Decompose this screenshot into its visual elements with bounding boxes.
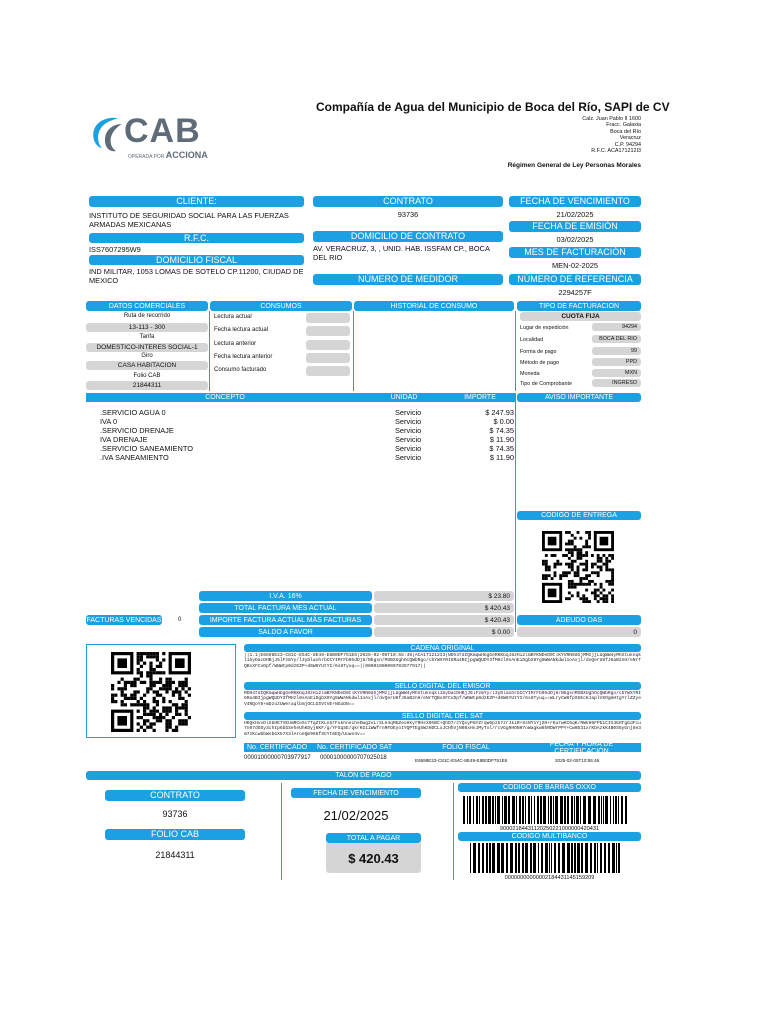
debt-days-value: 0	[517, 627, 641, 637]
concept-unit: Servicio	[395, 426, 422, 435]
divider	[453, 783, 454, 880]
original-chain-header: CADENA ORIGINAL	[244, 644, 641, 652]
original-chain: ||1.1|E6598E23-C81C-E54C-8E49-E8B0DF751E6|2025-02-05T10:55:46|ACA171212I3|NDh4fdIQKmqwHbgGeRKKbqJ8zHi2lmBYKNDeD0tlKYVRN0dGjMMzjjLUgWW4yMhXtuknqkl1byDacDHBjJ6lFzmYy/l3yDlaohrbCCYIMrFb9hdDj8/Nbgsn/MSBXUghOcQWbRgo/cbYWXYRI6Ra4BIjpgWQUDY3fMHzl0sAnEiDgbX9Yg5WWANkdwl1oAxjl/dvQerU8fJ6aB2nH/eNrTQBxXFCvDpf/WNWtp0dzEZP+d6W6YUtYI/6s8Tyuq==||00001000000703977917||	[244, 653, 641, 669]
logo-text: CAB	[124, 112, 201, 150]
debt-days-label: ADEUDO DAS	[517, 615, 641, 625]
sat-seal-header: SELLO DIGITAL DEL SAT	[244, 712, 641, 720]
reference-number: 2294257F	[558, 288, 592, 297]
consumption-row-label: Consumo facturado	[214, 367, 267, 373]
folio-label: Folio CAB	[133, 373, 161, 379]
fiscal-address: IND MILITAR, 1053 LOMAS DE SOTELO CP.11200, CIUDAD DE MEXICO	[89, 267, 304, 285]
consumption-row-value	[306, 326, 350, 336]
sat-seal: HKQkHxvDlXbHE7VEUmRCeSc7fqZtKLnSrFukhneiheDwg2vL/SLe4qMbZeoHkyfRHsX0hBC+QhD7/zYQxyPmYZrqw6pzb7zrJkiR+SsNY1YjSH+rKurwKC6qK/RWkH6FPb1CIX4GHfgGdFcu7n07dOSy3chtp6bbSeheUhKDyj6KF/g/YFSqSE/qkrKG1iWWfrnRFDEyoIYQPTEg5WzHDCLxJCHhVjN08xHnJMyTxl/rcVGg9HONH7oWagkw8hRDWrPPY+Cw0D31xrKDAzkK4B0S5yGnj8e3m7zKcwbbWobGXG7X3lAroeQm966fSCYt6EQ/Uuws4v==	[244, 721, 641, 737]
company-address: Calz. Juan Pablo II 1600 Fracc. Galaxia Boca del Río Veracruz C.P. 94294 R.F.C. ACA171212I3	[582, 116, 641, 155]
consumption-row-label: Lectura anterior	[214, 341, 257, 347]
billing-detail-value: 99	[592, 347, 641, 355]
concept-amount: $ 74.35	[489, 444, 514, 453]
overdue-value: 0	[178, 617, 182, 623]
consumption-row-label: Lectura actual	[214, 314, 252, 320]
company-name: Compañía de Agua del Municipio de Boca del Río, SAPI de CV	[316, 100, 670, 114]
route-label: Ruta de recorrido	[123, 313, 171, 319]
total-label: TOTAL FACTURA MES ACTUAL	[199, 603, 372, 613]
history-header: HISTORIAL DE CONSUMO	[354, 301, 514, 311]
emitter-seal: RDH4fdIQKmqwHbgGeRKKbqJ8zHi2lmBYKNDeD0tlKYVRN0dGjMMzjjLUgWW4yMhXtuknqkl1byDacDHBjJ6lFzmYy/l3yDlaohrbCCYIMrFb9hdDj8/NbgsnMSBXUghOcQWbRgo/cbYWXYRI6Ra4BIjpgWQUDY3fMHzl0sAnEiDgbX9Yg5WWANkdwl1oAxjl/dvQerU8fJ6aB2nH/eNrTQBxXFCvDpf/WNWtp0dzEZP+d6W6YUtYI/6s8Tyuq==WLryCW8fpS5EcKJaplVSOgmHtgYrlZZyeV4NQoY6+mDzuzUWeraqlbmjOCLGSVtVE+NGuDN==	[244, 691, 641, 707]
fiscal-folio-header: FOLIO FISCAL	[410, 743, 522, 752]
balance-label: SALDO A FAVOR	[199, 627, 372, 637]
concept-unit: Servicio	[395, 453, 422, 462]
concept-name: .SERVICIO SANEAMIENTO	[100, 444, 193, 453]
issue-date: 03/02/2025	[556, 235, 594, 244]
concept-amount: $ 11.90	[489, 453, 514, 462]
payment-slip-header: TALÓN DE PAGO	[86, 771, 641, 780]
multibank-header: CODIGO MULTIBANCO	[458, 832, 641, 841]
slip-contract-header: CONTRATO	[105, 790, 245, 801]
folio-value: 21844311	[86, 381, 208, 390]
concept-name: IVA 0	[100, 417, 118, 426]
tariff-label: Tarifa	[139, 334, 155, 340]
fiscal-folio: E6598E23-C81C-E54C-8E49-E8B0DF751E6	[415, 758, 508, 763]
slip-total-header: TOTAL A PAGAR	[326, 833, 421, 843]
billing-detail-value: PPD	[592, 358, 641, 366]
delivery-code-header: CODIGO DE ENTREGA	[517, 511, 641, 520]
billing-detail-label: Forma de pago	[520, 349, 557, 355]
consumption-header: CONSUMOS	[210, 301, 352, 311]
divider	[281, 783, 282, 880]
concept-name: .SERVICIO DRENAJE	[100, 426, 174, 435]
concept-unit: Servicio	[395, 444, 422, 453]
consumption-row-value	[306, 340, 350, 350]
concept-unit: Servicio	[395, 435, 422, 444]
billing-month-header: MES DE FACTURACIÓN	[509, 247, 641, 258]
contract-address: AV. VERACRUZ, 3, , UNID. HAB. ISSFAM CP., BOCA DEL RIO	[313, 244, 490, 262]
current-plus-value: $ 420.43	[374, 615, 514, 625]
business-value: CASA HABITACION	[86, 361, 208, 370]
concept-unit: Servicio	[395, 408, 422, 417]
issue-date-header: FECHA DE EMISIÓN	[509, 221, 641, 232]
billing-month: MEN-02-2025	[551, 261, 598, 270]
notice-header: AVISO IMPORTANTE	[517, 393, 641, 402]
concept-amount: $ 247.93	[485, 408, 514, 417]
slip-due-header: FECHA DE VENCIMIENTO	[291, 788, 421, 798]
oxxo-barcode	[463, 796, 631, 824]
client-header: CLIENTE:	[89, 196, 304, 207]
slip-folio: 21844311	[155, 850, 195, 860]
consumption-row-label: Fecha lectura actual	[214, 327, 269, 333]
divider	[209, 311, 210, 391]
commercial-header: DATOS COMERCIALES	[86, 301, 208, 311]
reference-header: NÚMERO DE REFERENCIA	[509, 274, 641, 285]
rfc-header: R.F.C.	[89, 233, 304, 243]
billing-detail-label: Moneda	[520, 371, 540, 377]
divider	[515, 311, 516, 391]
total-value: $ 420.43	[374, 603, 514, 613]
contract-address-header: DOMICILIO DE CONTRATO	[313, 231, 503, 242]
delivery-qr-code	[542, 531, 614, 603]
concept-name: .SERVICIO AGUA 0	[100, 408, 166, 417]
balance-value: $ 0.00	[374, 627, 514, 637]
billing-type-header: TIPO DE FACTURACION	[517, 301, 641, 311]
logo-mark-icon	[88, 114, 128, 154]
concept-name: IVA DRENAJE	[100, 435, 148, 444]
tariff-value: DOMESTICO-INTERES SOCIAL-1	[86, 343, 208, 352]
divider	[515, 402, 516, 632]
contract-header: CONTRATO	[313, 196, 503, 207]
oxxo-header: CODIGO DE BARRAS OXXO	[458, 783, 641, 792]
billing-detail-value: MXN	[592, 369, 641, 377]
multibank-barcode	[470, 843, 624, 873]
cert-date: 2025-02-05T10:55:46	[555, 758, 600, 763]
consumption-row-value	[306, 366, 350, 376]
route-value: 13-113 - 300	[86, 323, 208, 332]
slip-contract: 93736	[162, 809, 188, 819]
client-rfc: ISS7607295W9	[89, 245, 141, 254]
cert-sat-header: No. CERTIFICADO SAT	[314, 743, 410, 752]
iva-label: I.V.A. 16%	[199, 591, 372, 601]
emitter-seal-header: SELLO DIGITAL DEL EMISOR	[244, 682, 641, 690]
cert-header: No. CERTIFICADO	[244, 743, 314, 752]
multibank-code: 00000000000002184431145159209	[504, 875, 595, 881]
billing-type-value: CUOTA FIJA	[520, 312, 641, 321]
iva-value: $ 23.80	[374, 591, 514, 601]
company-logo	[88, 112, 218, 162]
billing-detail-label: Lugar de expedición	[520, 325, 569, 331]
concept-amount: $ 11.90	[489, 435, 514, 444]
oxxo-code: 90002184431120250221000000420431	[499, 826, 600, 832]
client-name: INSTITUTO DE SEGURIDAD SOCIAL PARA LAS FUERZAS ARMADAS MEXICANAS	[89, 211, 289, 229]
meter-header: NÚMERO DE MEDIDOR	[313, 274, 503, 285]
logo-tagline: OPERADA POR ACCIONA	[128, 150, 208, 160]
slip-total: $ 420.43	[326, 843, 421, 873]
tax-regime: Régimen General de Ley Personas Morales	[507, 162, 641, 169]
cert-sat-number: 00001000000707025018	[320, 755, 387, 761]
cert-date-header: FECHA Y HORA DE CERTIFICACIÓN	[522, 743, 641, 752]
cfdi-qr-code	[111, 652, 191, 732]
concept-amount: $ 74.35	[489, 426, 514, 435]
billing-detail-label: Método de pago	[520, 360, 559, 366]
overdue-label: FACTURAS VENCIDAS	[86, 616, 162, 624]
consumption-row-value	[306, 353, 350, 363]
billing-detail-label: Localidad	[520, 337, 544, 343]
divider	[353, 311, 354, 391]
fiscal-address-header: DOMICILIO FISCAL	[89, 255, 304, 265]
amount-header: IMPORTE	[444, 393, 516, 402]
business-label: Giro	[141, 353, 153, 359]
consumption-row-value	[306, 313, 350, 323]
due-date-header: FECHA DE VENCIMIENTO	[509, 196, 641, 207]
billing-detail-value: INGRESO	[592, 379, 641, 387]
billing-detail-value: 94294	[592, 323, 641, 331]
current-plus-label: IMPORTE FACTURA ACTUAL MÁS FACTURAS	[199, 615, 372, 625]
concept-unit: Servicio	[395, 417, 422, 426]
cert-number: 00001000000703977917	[244, 755, 311, 761]
slip-due: 21/02/2025	[323, 808, 389, 823]
contract-number: 93736	[397, 210, 419, 219]
billing-detail-value: BOCA DEL RIO	[592, 335, 641, 343]
concept-amount: $ 0.00	[493, 417, 514, 426]
concept-name: .IVA SANEAMIENTO	[100, 453, 169, 462]
billing-detail-label: Tipo de Comprobante	[520, 381, 572, 387]
slip-folio-header: FOLIO CAB	[105, 829, 245, 840]
unit-header: UNIDAD	[364, 393, 444, 402]
concept-header: CONCEPTO	[86, 393, 364, 402]
due-date: 21/02/2025	[556, 210, 594, 219]
consumption-row-label: Fecha lectura anterior	[214, 354, 273, 360]
